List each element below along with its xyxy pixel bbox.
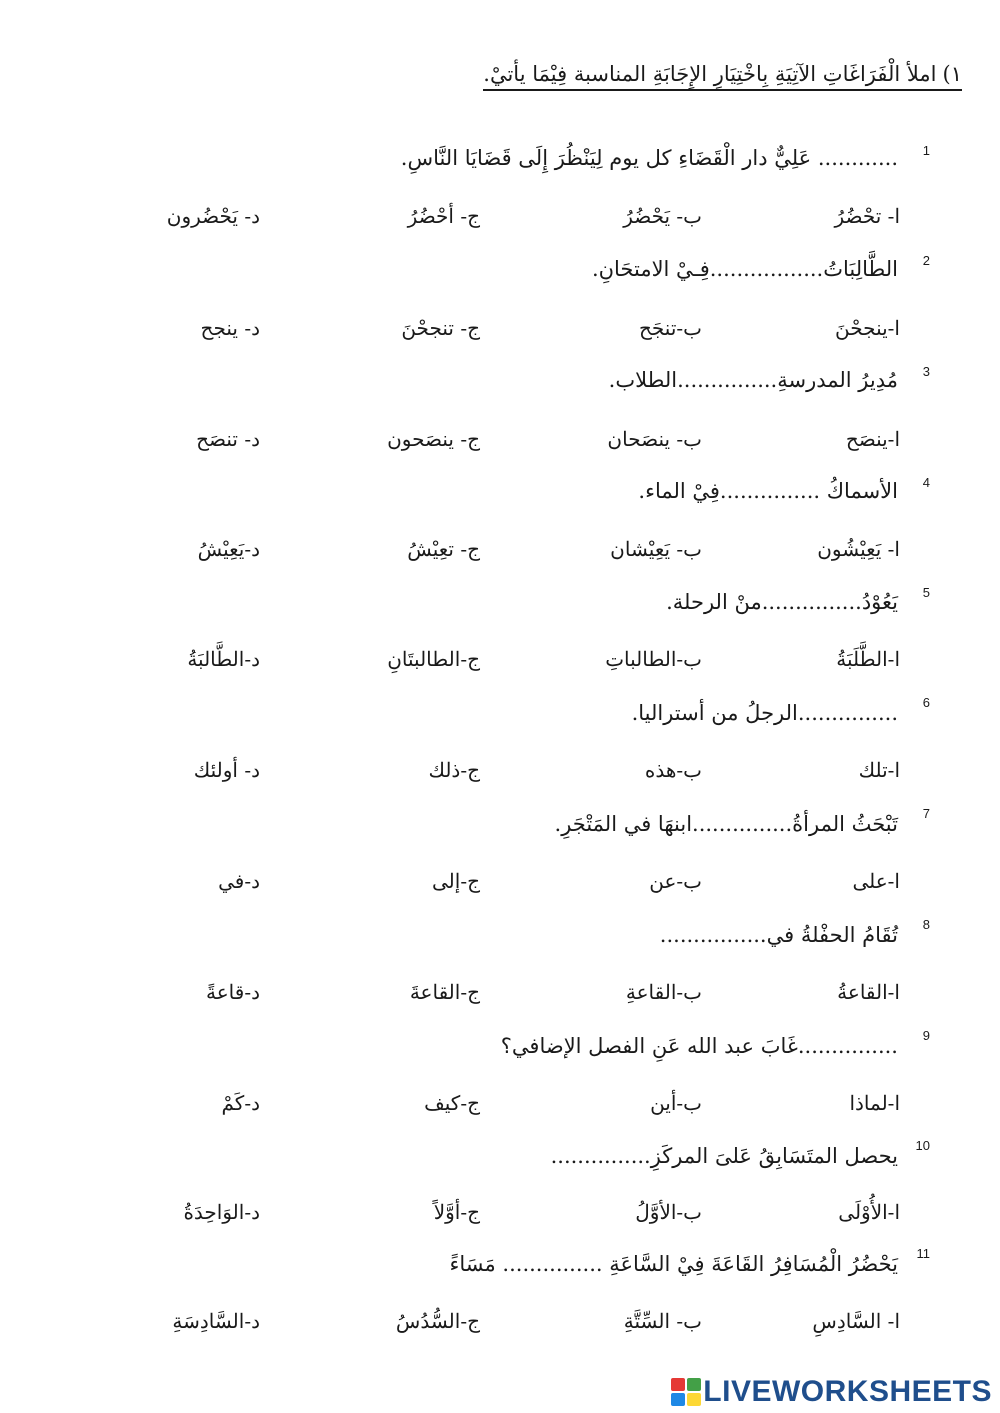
option-a[interactable]: ا-الطَّلَبَةُ xyxy=(836,647,900,671)
question-number: 5 xyxy=(922,585,930,600)
option-a[interactable]: ا- السَّادِسِ xyxy=(812,1309,900,1333)
option-b[interactable]: ب- يَعِيْشان xyxy=(610,537,702,561)
option-b[interactable]: ب-عن xyxy=(649,869,702,893)
option-b[interactable]: ب- السِّتَّةِ xyxy=(623,1309,702,1333)
option-d[interactable]: د- ينجح xyxy=(200,316,260,340)
option-a[interactable]: ا-القاعةُ xyxy=(837,980,900,1004)
option-a[interactable]: ا-تلك xyxy=(858,758,900,782)
question-number: 3 xyxy=(922,364,930,379)
logo-square-yellow xyxy=(687,1393,701,1406)
question-number: 8 xyxy=(922,917,930,932)
option-a[interactable]: ا-لماذا xyxy=(849,1091,900,1115)
question-text: الطَّالِبَاتُ.................فِـيْ الامتحَانِ. xyxy=(591,257,898,281)
option-b[interactable]: ب-تنجَح xyxy=(638,316,702,340)
option-d[interactable]: د-الوَاحِدَةُ xyxy=(183,1200,260,1224)
logo-grid-icon xyxy=(671,1378,699,1406)
question-text: تَبْحَثُ المرأةُ...............ابنهَا في المَتْجَرِ. xyxy=(554,812,898,836)
option-d[interactable]: د- أولئك xyxy=(193,758,260,782)
question-text: يحصل المتَسَابِقُ عَلىَ المركَزِ............... xyxy=(550,1144,898,1168)
option-d[interactable]: د-السَّادِسَةِ xyxy=(172,1309,260,1333)
option-d[interactable]: د- يَحْضُرون xyxy=(166,204,260,228)
option-d[interactable]: د-في xyxy=(218,869,260,893)
option-c[interactable]: ج-ذلك xyxy=(428,758,480,782)
exercise-number: ١) xyxy=(942,62,962,86)
option-a[interactable]: ا- يَعِيْشُون xyxy=(817,537,900,561)
option-c[interactable]: ج-كيف xyxy=(424,1091,480,1115)
question-text: الأسماكُ ...............فِيْ الماء. xyxy=(638,479,898,503)
option-a[interactable]: ا-ينصَح xyxy=(845,427,900,451)
question-number: 9 xyxy=(922,1028,930,1043)
liveworksheets-logo xyxy=(671,1375,992,1409)
option-b[interactable]: ب- ينصَحان xyxy=(607,427,702,451)
option-c[interactable]: ج- ينصَحون xyxy=(387,427,480,451)
logo-square-blue xyxy=(671,1393,685,1406)
option-b[interactable]: ب-أين xyxy=(650,1091,702,1115)
question-text: مُدِيرُ المدرسةِ...............الطلاب. xyxy=(608,368,898,392)
question-text: ............ عَلِيٌّ دار الْقَضَاءِ كل يوم لِيَنْظُرَ إِلَى قَضَايَا النَّاسِ. xyxy=(400,146,898,170)
exercise-instruction: املأ الْفَرَاغَاتِ الآتِيَةِ بِاخْتِيَارِ الإِجَابَةِ المناسبة فِيْمَا يأتيْ. xyxy=(483,62,937,86)
option-c[interactable]: ج-الطالبتَانِ xyxy=(387,647,480,671)
option-b[interactable]: ب-الطالباتِ xyxy=(605,647,702,671)
question-text: ...............الرجلُ من أستراليا. xyxy=(631,701,898,725)
option-d[interactable]: د-الطَّالبَةُ xyxy=(187,647,260,671)
question-number: 7 xyxy=(922,806,930,821)
question-number: 11 xyxy=(916,1246,930,1261)
question-text: يَحْضُرُ الْمُسَافِرُ القَاعَةَ فِيْ السَّاعَةِ ............... مَسَاءً xyxy=(449,1252,898,1276)
logo-text: LIVEWORKSHEETS xyxy=(703,1375,992,1408)
option-a[interactable]: ا-على xyxy=(852,869,900,893)
option-b[interactable]: ب-القاعةِ xyxy=(625,980,702,1004)
option-a[interactable]: ا-ينجحْنَ xyxy=(835,316,900,340)
option-d[interactable]: د-قاعةً xyxy=(206,980,260,1004)
exercise-title xyxy=(483,62,962,91)
option-c[interactable]: ج-السُّدُسُ xyxy=(395,1309,480,1333)
option-c[interactable]: ج- تعِيْشُ xyxy=(407,537,480,561)
option-c[interactable]: ج-إلى xyxy=(432,869,480,893)
option-d[interactable]: د-كَمْ xyxy=(221,1091,260,1115)
option-b[interactable]: ب-الأوَّلُ xyxy=(635,1200,702,1224)
option-b[interactable]: ب-هذه xyxy=(644,758,702,782)
question-number: 2 xyxy=(922,253,930,268)
option-a[interactable]: ا-الأُوْلَى xyxy=(838,1200,900,1224)
question-text: تُقَامُ الحفْلةُ في................ xyxy=(659,923,898,947)
option-c[interactable]: ج-أوَّلاً xyxy=(433,1200,480,1224)
option-a[interactable]: ا- تحْضُرُ xyxy=(834,204,900,228)
logo-square-red xyxy=(671,1378,685,1391)
question-number: 10 xyxy=(915,1138,930,1153)
option-b[interactable]: ب- يَحْضُرُ xyxy=(623,204,702,228)
logo-square-green xyxy=(687,1378,701,1391)
question-number: 1 xyxy=(922,143,930,158)
option-d[interactable]: د- تنصَح xyxy=(196,427,260,451)
option-c[interactable]: ج- تنجحْنَ xyxy=(401,316,480,340)
question-text: ...............غَابَ عبد الله عَنِ الفصل الإضافي؟ xyxy=(500,1034,898,1058)
option-d[interactable]: د-يَعِيْشُ xyxy=(197,537,260,561)
question-text: يَعُوْدُ...............منْ الرحلة. xyxy=(666,590,898,614)
option-c[interactable]: ج- أحْضُرُ xyxy=(407,204,480,228)
question-number: 6 xyxy=(922,695,930,710)
question-number: 4 xyxy=(922,475,930,490)
option-c[interactable]: ج-القاعةَ xyxy=(409,980,480,1004)
